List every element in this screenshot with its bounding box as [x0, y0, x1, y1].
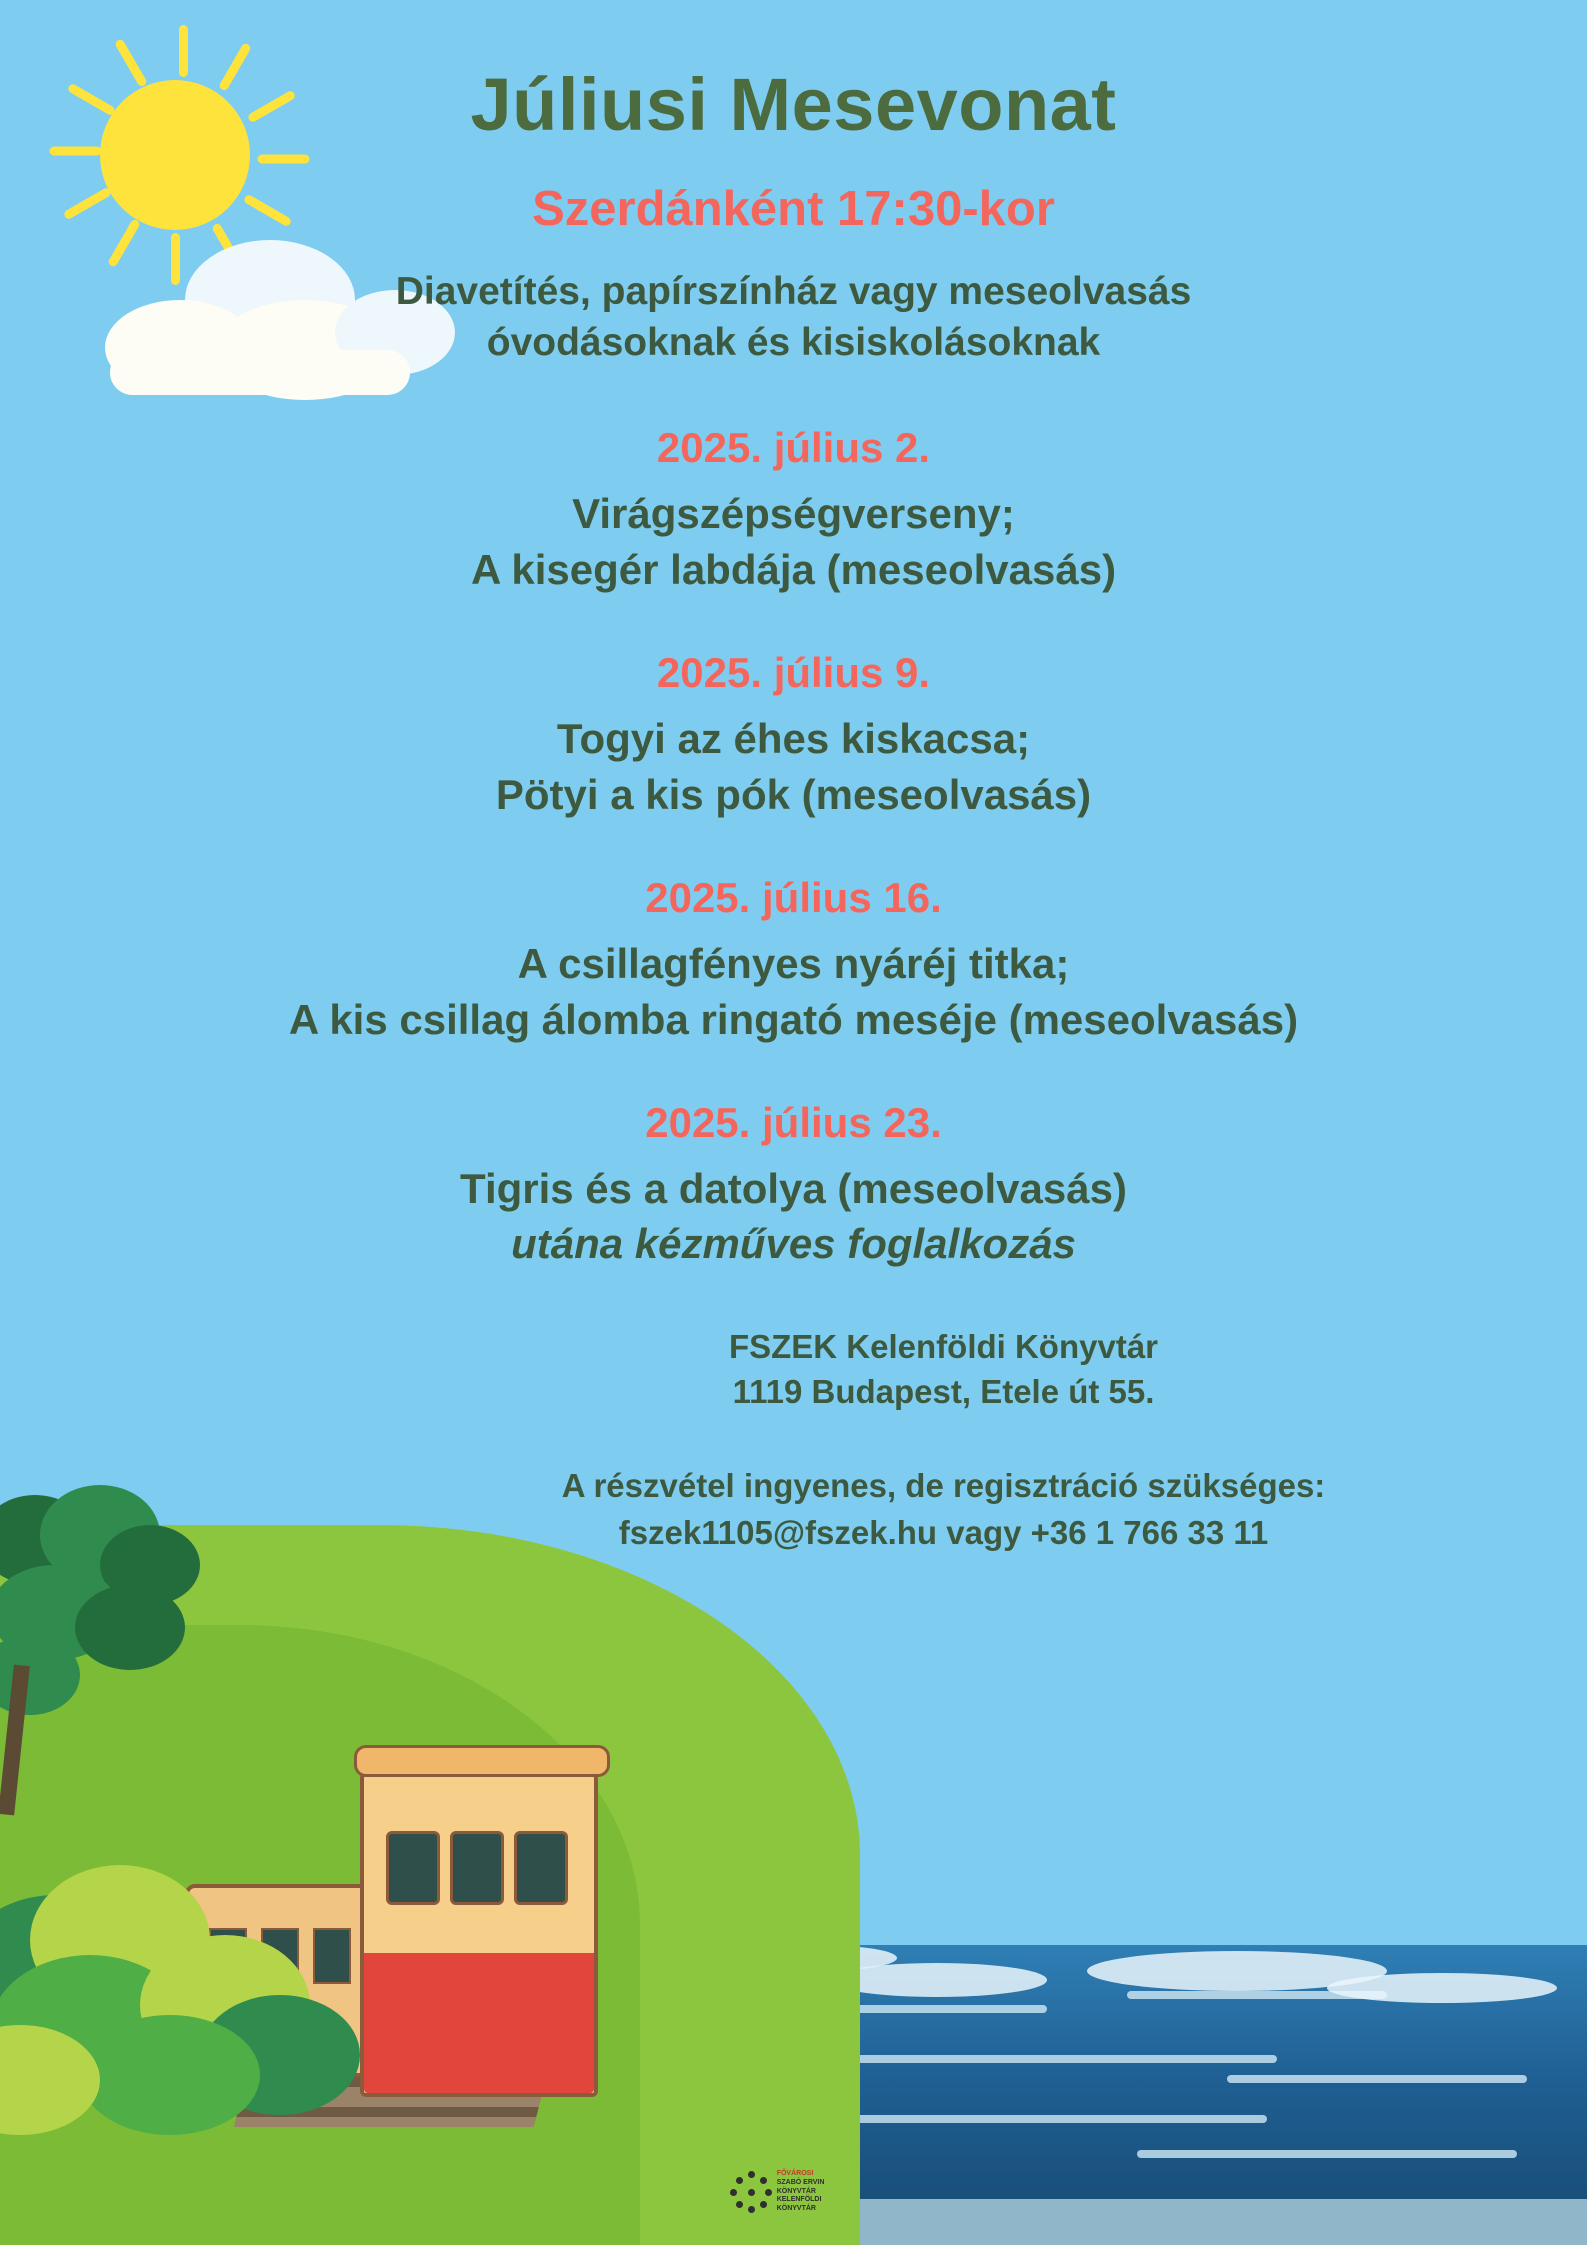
locomotive-window: [450, 1831, 504, 1905]
event-title-2: A kis csillag álomba ringató meséje (meseolvasás): [288, 995, 1299, 1043]
poster-subtitle: Szerdánként 17:30-kor: [532, 182, 1055, 236]
venue-info: [0, 1324, 1587, 1415]
event-date: 2025. július 9.: [656, 649, 931, 697]
event-item: [0, 874, 1587, 1047]
bush-illustration: [0, 1745, 420, 2125]
event-title-1: A csillagfényes nyáréj titka;: [517, 940, 1070, 988]
poster-lead: [0, 267, 1587, 368]
event-item: [0, 424, 1587, 597]
lead-line-1: Diavetítés, papírszínház vagy meseolvasás: [395, 270, 1192, 313]
event-list: [0, 424, 1587, 1272]
event-title-1: Togyi az éhes kiskacsa;: [556, 715, 1031, 763]
logo-line-1: FŐVÁROSI: [776, 2170, 814, 2178]
library-logo: [730, 2157, 860, 2227]
event-item: [0, 649, 1587, 822]
event-title-2: utána kézműves foglalkozás: [511, 1220, 1076, 1268]
logo-line-3: KÖNYVTÁR: [776, 2187, 816, 2195]
event-title-1: Tigris és a datolya (meseolvasás): [460, 1165, 1127, 1212]
logo-text: [777, 2170, 860, 2214]
event-title-1: Virágszépségverseny;: [572, 490, 1015, 538]
registration-line-2: fszek1105@fszek.hu vagy +36 1 766 33 11: [618, 1513, 1269, 1551]
event-title-2: A kisegér labdája (meseolvasás): [470, 545, 1117, 593]
logo-line-4: KELENFÖLDI KÖNYVTÁR: [776, 2196, 822, 2213]
event-date: 2025. július 16.: [645, 874, 942, 922]
logo-line-2: SZABÓ ERVIN: [776, 2178, 825, 2186]
page-title: Júliusi Mesevonat: [470, 63, 1117, 146]
event-title-2: Pötyi a kis pók (meseolvasás): [495, 770, 1092, 818]
venue-address: 1119 Budapest, Etele út 55.: [732, 1373, 1155, 1411]
lead-line-2: óvodásoknak és kisiskolásoknak: [486, 320, 1101, 364]
logo-mark-icon: [730, 2171, 771, 2213]
event-item: [0, 1099, 1587, 1272]
event-date: 2025. július 23.: [645, 1099, 942, 1146]
registration-line-1: A részvétel ingyenes, de regisztráció szükséges:: [561, 1466, 1326, 1504]
venue-name: FSZEK Kelenföldi Könyvtár: [728, 1327, 1159, 1365]
event-date: 2025. július 2.: [656, 424, 931, 472]
locomotive-window: [514, 1831, 568, 1905]
